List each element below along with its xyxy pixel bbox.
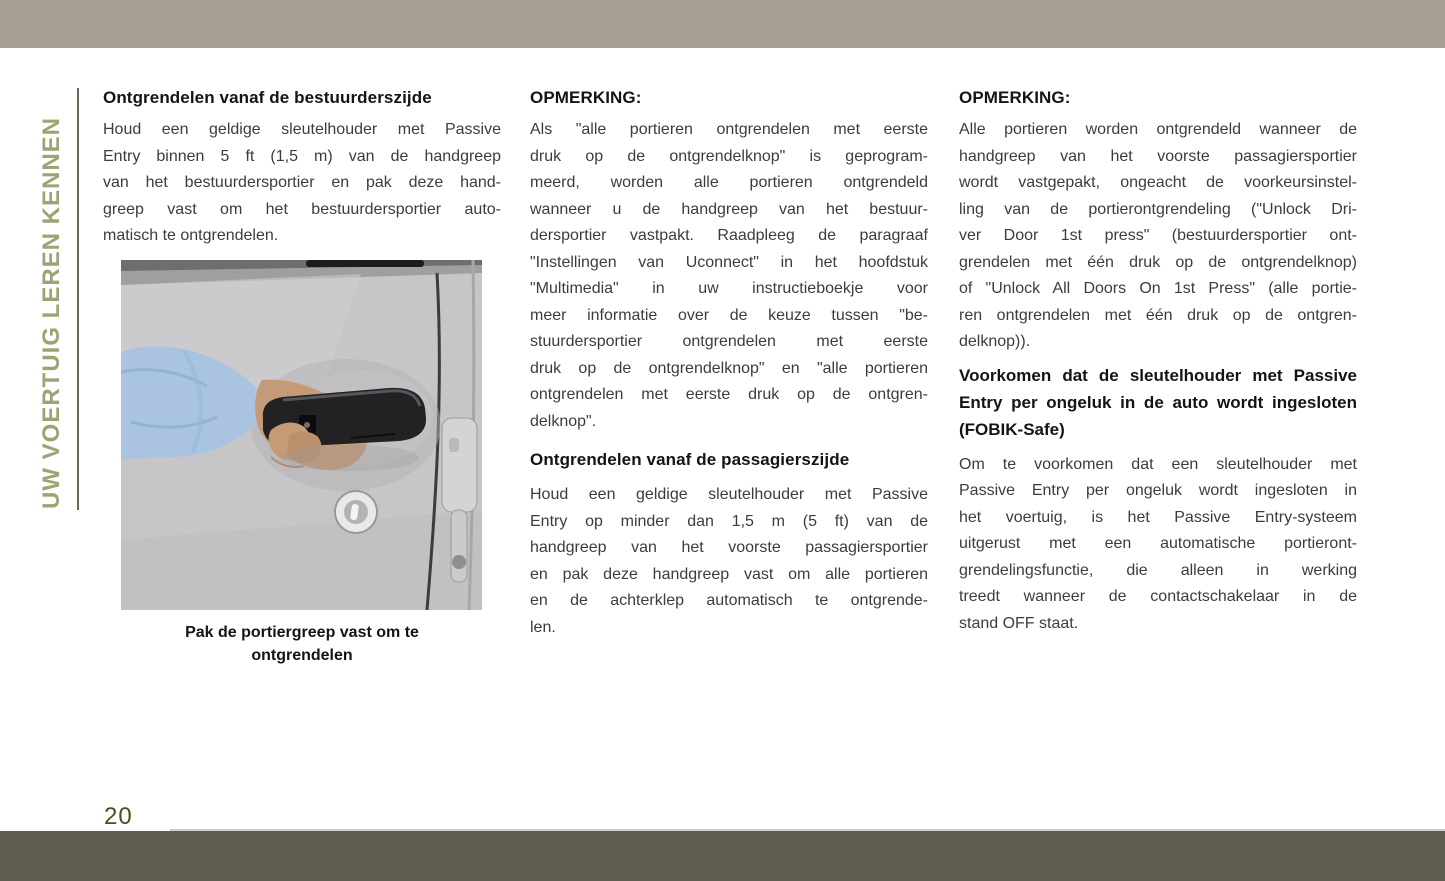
chapter-sidebar <box>38 88 78 509</box>
heading-fobik-safe <box>959 362 1357 443</box>
text-line: Alle portieren worden ontgrendeld wanneer de <box>959 121 1357 138</box>
text-line: greep vast om het bestuurdersportier auto- <box>103 200 501 218</box>
text-line: ling van de portierontgrendeling ("Unlock Dri- <box>959 200 1357 218</box>
text-line: stand OFF staat. <box>959 614 1079 632</box>
top-header-bar <box>0 0 1445 48</box>
text-line: handgreep van het voorste passagiersportier <box>959 147 1357 165</box>
text-line: (FOBIK-Safe) <box>959 419 1065 439</box>
text-line: en pak deze handgreep vast om alle portieren <box>530 565 928 583</box>
text-line: "Multimedia" in uw instructieboekje voor <box>530 280 928 297</box>
note-paragraph-middle <box>530 117 928 435</box>
text-line: Entry op minder dan 1,5 m (5 ft) van de <box>530 512 928 530</box>
text-line: stuurdersportier ontgrendelen met eerste <box>530 333 928 350</box>
text-line: Als "alle portieren ontgrendelen met eerste <box>530 121 928 138</box>
paragraph-passenger-side <box>530 482 928 641</box>
text-line: wordt vastgepakt, ongeacht de voorkeursinstel- <box>959 174 1357 191</box>
text-line: "Instellingen van Uconnect" in het hoofdstuk <box>530 253 928 271</box>
text-line: Passive Entry per ongeluk wordt ingesloten in <box>959 482 1357 499</box>
figure-caption <box>103 621 501 667</box>
text-line: Houd een geldige sleutelhouder met Passive <box>103 121 501 138</box>
text-line: Voorkomen dat de sleutelhouder met Passive <box>959 365 1357 385</box>
text-line: dersportier vastpakt. Raadpleeg de paragraaf <box>530 227 928 244</box>
text-line: ren ontgrendelen met één druk op de ontgren- <box>959 306 1357 324</box>
text-line: druk op de ontgrendelknop" en "alle portieren <box>530 359 928 377</box>
text-line: ver Door 1st press" (bestuurdersportier ont- <box>959 227 1357 244</box>
text-line: uitgerust met een automatische portieront- <box>959 535 1357 552</box>
text-line: grendelingsfunctie, die alleen in werking <box>959 561 1357 579</box>
door-handle-figure <box>121 260 482 610</box>
column-middle <box>530 86 928 641</box>
text-line: of "Unlock All Doors On 1st Press" (alle portie- <box>959 280 1357 297</box>
heading-driver-side-unlock: Ontgrendelen vanaf de bestuurderszijde <box>103 88 432 107</box>
text-line: ontgrendelen met eerste druk op de ontgren- <box>530 386 928 403</box>
note-paragraph-right <box>959 117 1357 356</box>
text-line: van het bestuurdersportier en pak deze hand- <box>103 174 501 191</box>
chapter-title-vertical: UW VOERTUIG LEREN KENNEN <box>38 116 65 509</box>
text-line: handgreep van het voorste passagiersportier <box>530 539 928 556</box>
paragraph-driver-side <box>103 117 501 250</box>
column-left <box>103 86 501 667</box>
text-line: treedt wanneer de contactschakelaar in de <box>959 588 1357 605</box>
text-line: en de achterklep automatisch te ontgrende- <box>530 592 928 609</box>
paragraph-fobik-safe <box>959 452 1357 638</box>
text-line: delknop". <box>530 412 597 430</box>
text-line: Om te voorkomen dat een sleutelhouder met <box>959 455 1357 473</box>
text-line: druk op de ontgrendelknop" is geprogram- <box>530 147 928 165</box>
text-line: delknop)). <box>959 333 1031 350</box>
column-right <box>959 86 1357 637</box>
keyhole <box>335 491 377 533</box>
text-line: Entry binnen 5 ft (1,5 m) van de handgreep <box>103 147 501 165</box>
text-line: meer informatie over de keuze tussen "be- <box>530 306 928 324</box>
text-line: wanneer u de handgreep van het bestuur- <box>530 200 928 218</box>
text-line: Pak de portiergreep vast om te <box>185 623 419 641</box>
page-number: 20 <box>104 803 133 830</box>
text-line: grendelen met één druk op de ontgrendelknop) <box>959 253 1357 271</box>
text-line: het voertuig, is het Passive Entry-systeem <box>959 508 1357 526</box>
note-heading-right: OPMERKING: <box>959 88 1071 107</box>
text-line: Houd een geldige sleutelhouder met Passive <box>530 486 928 503</box>
text-line: meerd, worden alle portieren ontgrendeld <box>530 174 928 191</box>
text-line: len. <box>530 618 556 636</box>
door-handle-photo <box>121 260 482 610</box>
bottom-footer-bar <box>0 831 1445 881</box>
note-heading-middle: OPMERKING: <box>530 88 642 107</box>
text-line: ontgrendelen <box>251 646 353 664</box>
text-line: matisch te ontgrendelen. <box>103 227 279 244</box>
sidebar-rule <box>77 88 79 510</box>
text-line: Entry per ongeluk in de auto wordt ingesloten <box>959 392 1357 412</box>
heading-passenger-side-unlock: Ontgrendelen vanaf de passagierszijde <box>530 450 850 469</box>
